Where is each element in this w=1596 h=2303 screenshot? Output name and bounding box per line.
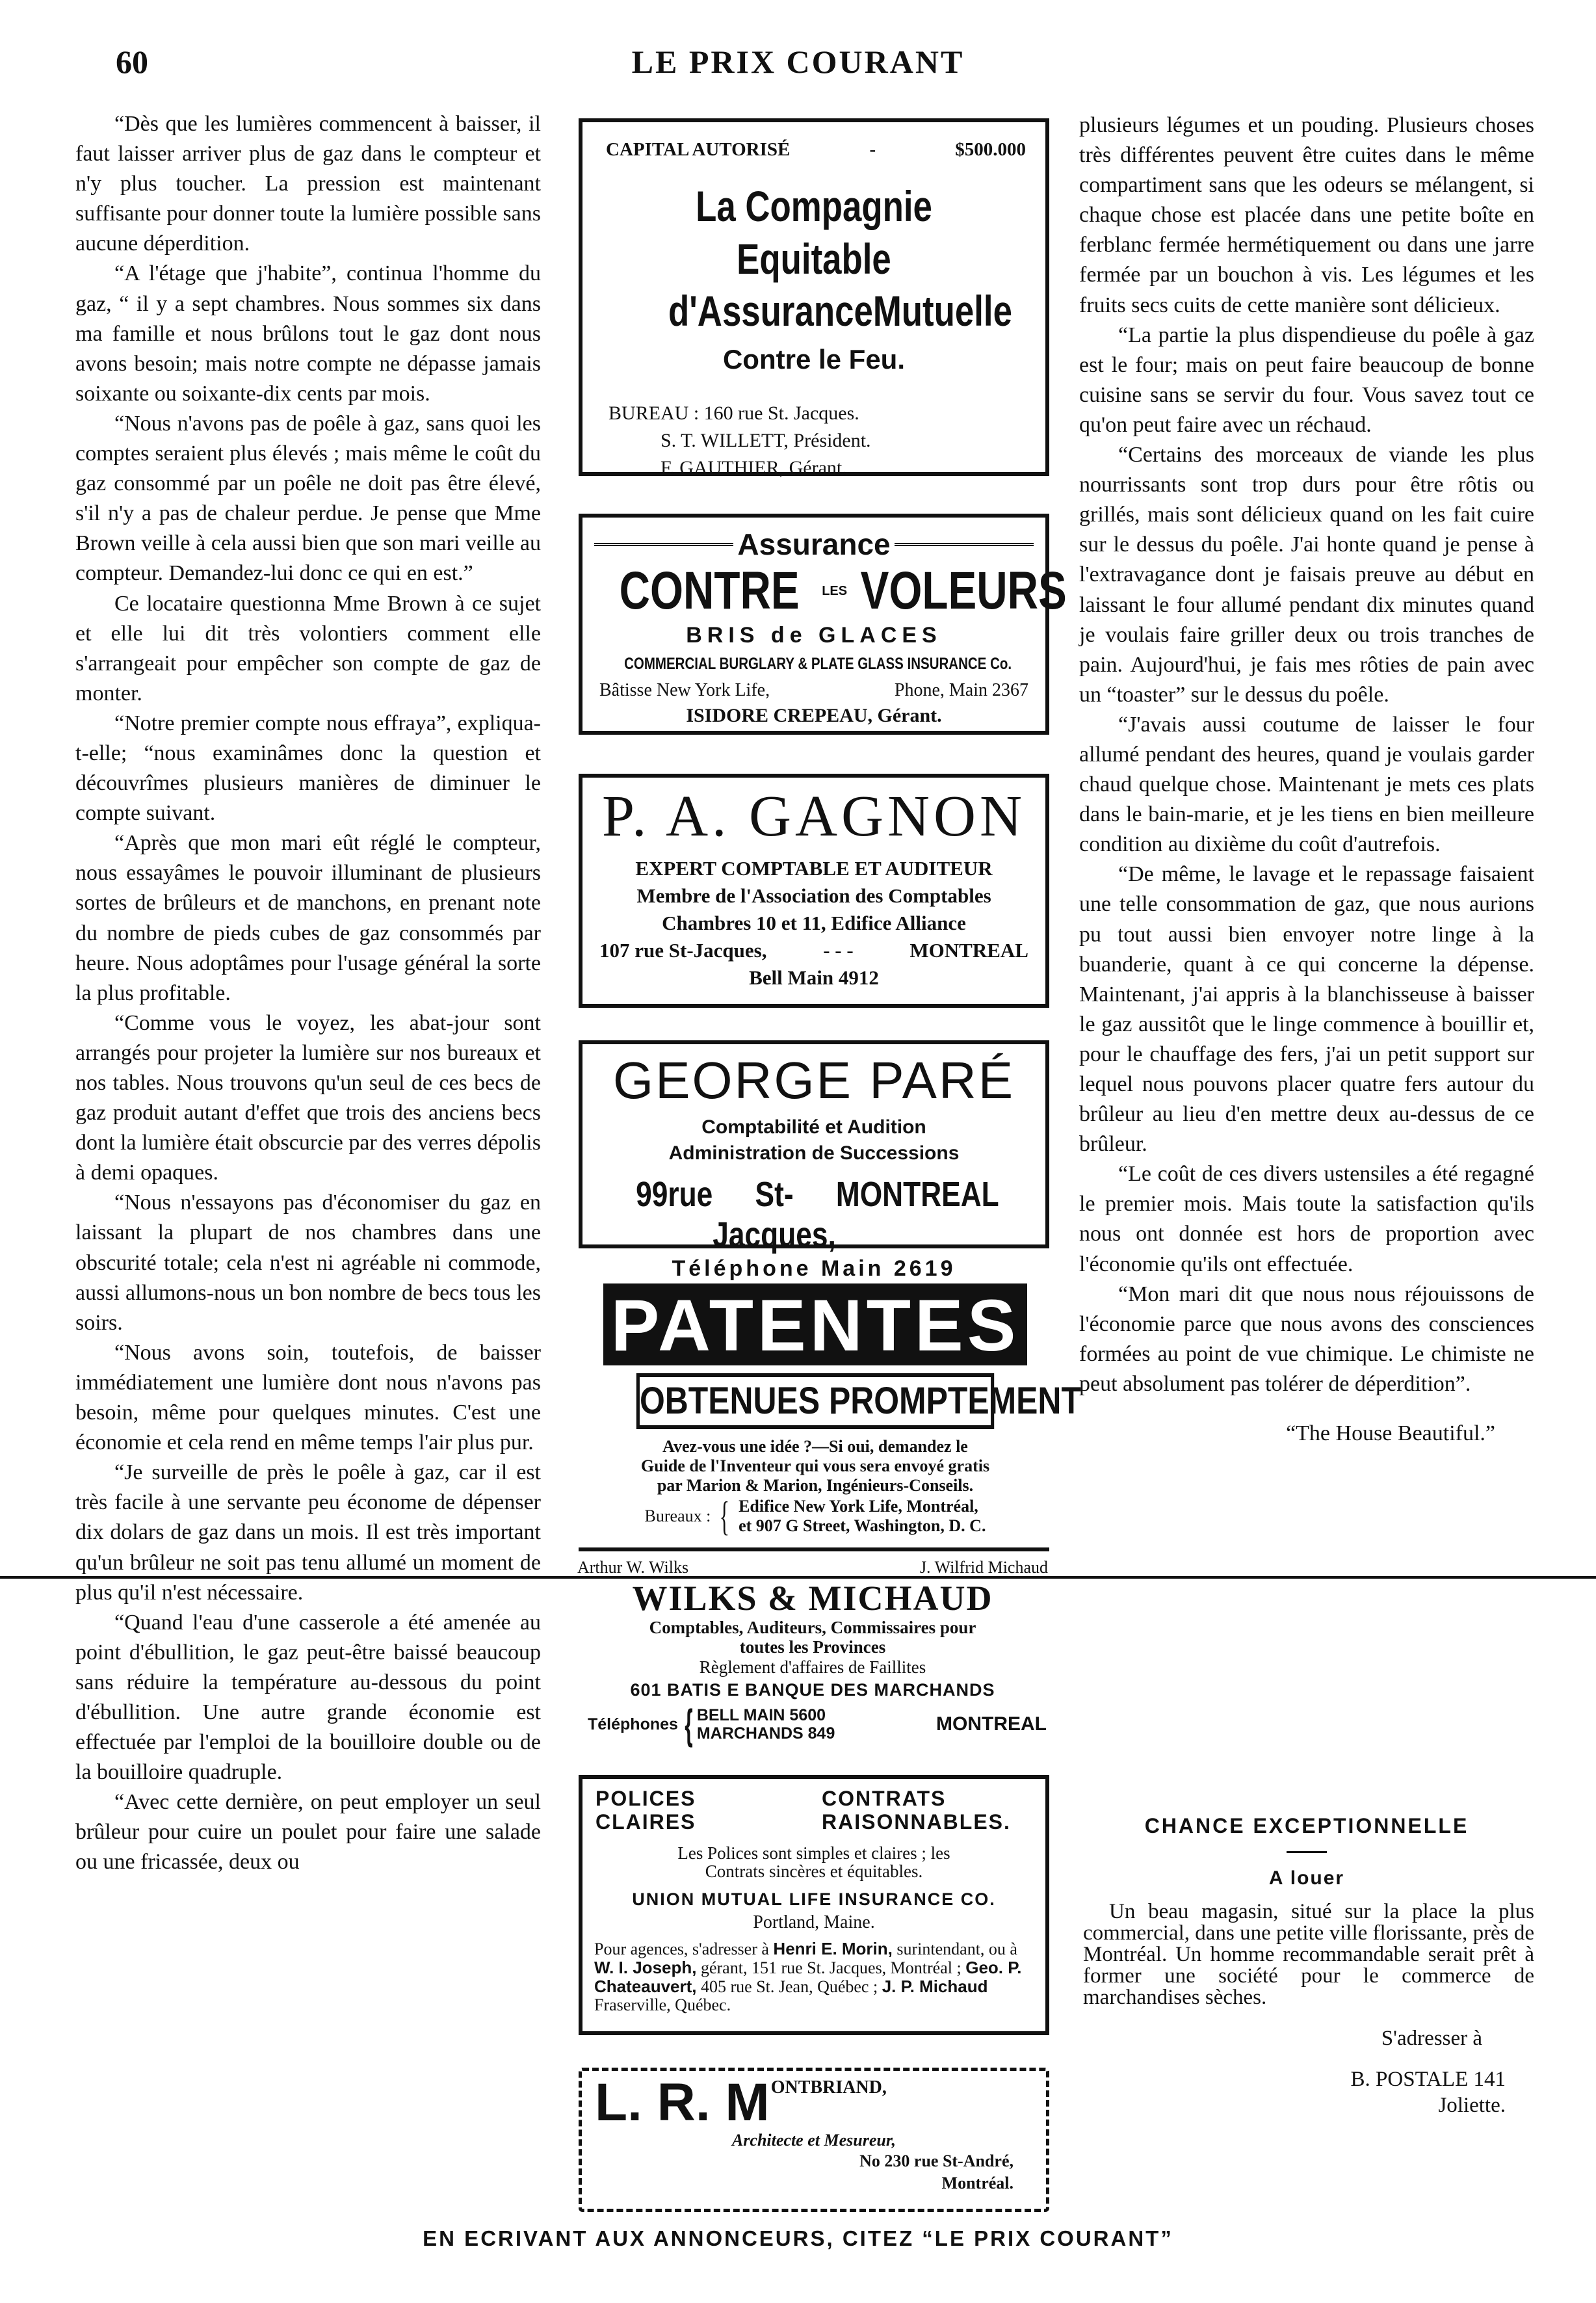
gagnon-line: Chambres 10 et 11, Edifice Alliance bbox=[662, 912, 966, 934]
ad-wilks-michaud bbox=[572, 1558, 1053, 1753]
polices-word: RAISONNABLES. bbox=[822, 1810, 1011, 1834]
company-name-line2 bbox=[668, 285, 1012, 337]
ad-george-pare bbox=[579, 1040, 1049, 1281]
paragraph: “Le coût de ces divers ustensiles a été regagné le premier mois. Mais toute la satisfaction qu'ils nous ont donnée est hors de proportion avec l'économie qu'ils ont effectuée. bbox=[1079, 1162, 1534, 1276]
pare-line: Administration de Successions bbox=[668, 1142, 960, 1164]
column-rule bbox=[579, 1547, 1049, 1551]
decorative-rule bbox=[1287, 1851, 1327, 1853]
telephone-number: BELL MAIN 5600 bbox=[696, 1706, 826, 1724]
patentes-subtitle: OBTENUES PROMPTEMENT bbox=[636, 1373, 994, 1429]
paragraph: “Nous n'avons pas de poêle à gaz, sans quoi les comptes seraient plus élevés ; mais même le coût du gaz consommé par un poêle ne doit pas être élevé, s'il n'y a pas de chaleur perdue. Je pense que Mme Brown veille à cela aussi bien que son mari veille au compteur. Demandez-lui donc ce qui en est.” bbox=[75, 411, 541, 586]
pare-services bbox=[582, 1114, 1045, 1166]
patentes-bureaux bbox=[599, 1493, 1031, 1539]
polices-header bbox=[592, 1787, 1036, 1834]
polices-line: Les Polices sont simples et claires ; les bbox=[677, 1843, 950, 1863]
agent-name: W. I. Joseph, bbox=[594, 1958, 697, 1977]
patentes-line: Avez-vous une idée ?—Si oui, demandez le bbox=[662, 1437, 968, 1456]
partner: Arthur W. Wilks bbox=[577, 1558, 689, 1577]
insurer-name: UNION MUTUAL LIFE INSURANCE CO. bbox=[632, 1889, 996, 1909]
pare-line: Comptabilité et Audition bbox=[701, 1116, 926, 1138]
bureau-address: et 907 G Street, Washington, D. C. bbox=[739, 1516, 986, 1535]
classified-chance-exceptionnelle bbox=[1079, 1814, 1534, 2118]
pare-phone: Téléphone Main 2619 bbox=[672, 1256, 956, 1281]
gagnon-line: EXPERT COMPTABLE ET AUDITEUR bbox=[635, 857, 993, 880]
polices-word: CONTRATS bbox=[822, 1787, 947, 1810]
partner: J. Wilfrid Michaud bbox=[919, 1558, 1048, 1577]
wilks-address: 601 BATIS E BANQUE DES MARCHANDS bbox=[630, 1680, 995, 1700]
assurance-title: Assurance bbox=[737, 527, 891, 561]
patentes-text bbox=[599, 1437, 1031, 1495]
telephones-label: Téléphones bbox=[588, 1715, 678, 1733]
agents-text-part: surintendant, ou à bbox=[892, 1940, 1017, 1958]
agents-text-part: 405 rue St. Jean, Québec ; bbox=[696, 1977, 882, 1996]
telephone-number: MARCHANDS 849 bbox=[696, 1724, 835, 1743]
president: S. T. WILLETT, Président. bbox=[661, 429, 871, 451]
polices-left bbox=[595, 1787, 810, 1834]
pare-name: GEORGE PARÉ bbox=[612, 1051, 1015, 1109]
telephone-numbers bbox=[697, 1706, 835, 1743]
ad-union-mutual bbox=[579, 1775, 1049, 2035]
gagnon-details bbox=[582, 855, 1045, 992]
polices-word: POLICES bbox=[595, 1787, 696, 1810]
paragraph: “Certains des morceaux de viande les plus nourrissants sont trop durs pour être rôtis ou grillés, mais sont délicieux quand on les fait cuire sur le dessus du poêle. J'ai honte quand je pense à l'extravagance dont je faisais preuve au début en laissant le four allumé pendant dix minutes quand je voulais faire griller deux ou trois tranches de pain. Aujourd'hui, je fais mes rôties de pain avec un “toaster” sur le dessus du poêle. bbox=[1079, 443, 1534, 707]
classified-body-text: Un beau magasin, situé sur la place la plus commercial, dans une petite ville florissante, près de Montréal. Un homme recommandable serait prêt à former une société pour le commerce de marchandises sèches. bbox=[1083, 1900, 1534, 2009]
contre-voleurs-row bbox=[582, 561, 1067, 620]
brace-icon: { bbox=[685, 1701, 693, 1748]
ad-gagnon bbox=[579, 774, 1049, 1008]
paragraph: “Mon mari dit que nous nous réjouissons de l'économie parce que nous avons des consciences formées au point de vue chimique. Le chimiste ne peut absolument pas tolérer de déperdition”. bbox=[1079, 1282, 1534, 1396]
classified-subtitle: A louer bbox=[1268, 1867, 1345, 1889]
company-tagline: Contre le Feu. bbox=[722, 343, 906, 375]
les-word: LES bbox=[822, 584, 848, 598]
gerant: F. GAUTHIER, Gérant. bbox=[661, 456, 847, 479]
insurer-contact bbox=[582, 680, 1045, 701]
ad-assurance-voleurs bbox=[579, 514, 1067, 735]
wilks-city: MONTREAL bbox=[936, 1713, 1047, 1735]
polices-right bbox=[822, 1787, 1036, 1834]
article-source: “The House Beautiful.” bbox=[1286, 1421, 1495, 1446]
assurance-title-row bbox=[582, 527, 1045, 562]
running-title: LE PRIX COURANT bbox=[631, 44, 965, 80]
voleurs-word: VOLEURS bbox=[860, 561, 1067, 620]
paragraph: “A l'étage que j'habite”, continua l'homme du gaz, “ il y a sept chambres. Nous sommes six dans ma famille et nous brûlons tout le gaz dont nous avons besoin; mais notre compte ne dépasse jamais soixante ou soixante-dix cents par mois. bbox=[75, 261, 541, 406]
patentes-title: PATENTES bbox=[603, 1283, 1027, 1365]
montbriand-initials: L. R. M bbox=[595, 2073, 770, 2132]
insurer-name: COMMERCIAL BURGLARY & PLATE GLASS INSURANCE Co. bbox=[624, 655, 1012, 673]
polices-text bbox=[592, 1844, 1036, 1880]
classified-body bbox=[1079, 1901, 1534, 2008]
company-name-part: d'Assurance bbox=[668, 287, 873, 336]
capital-amount: $500.000 bbox=[955, 139, 1026, 160]
address-part: rue bbox=[668, 1175, 713, 1214]
agents-text-part: gérant, 151 rue St. Jacques, Montréal ; bbox=[696, 1958, 966, 1977]
montbriand-city: Montréal. bbox=[941, 2174, 1014, 2192]
right-column-article bbox=[1079, 111, 1534, 1449]
paragraph: “Comme vous le voyez, les abat-jour sont arrangés pour projeter la lumière sur nos bureaux et nos tables. Nous trouvons qu'un seul de ces becs de gaz produit autant d'effet que trois des anciens becs dont la lumière était obscurcie par des verres dépolis à demi opaques. bbox=[75, 1010, 541, 1185]
wilks-name: WILKS & MICHAUD bbox=[632, 1579, 993, 1618]
patentes-line: Guide de l'Inventeur qui vous sera envoyé gratis bbox=[640, 1456, 990, 1475]
ad-compagnie-equitable bbox=[579, 118, 1049, 479]
batisse: Bâtisse New York Life, bbox=[599, 680, 770, 700]
agent-name: Geo. P. Chateauvert, bbox=[594, 1958, 1022, 1996]
patentes-line: par Marion & Marion, Ingénieurs-Conseils. bbox=[657, 1476, 974, 1495]
bris-glaces: BRIS de GLACES bbox=[686, 623, 942, 648]
brace-icon: { bbox=[720, 1493, 730, 1539]
gagnon-address bbox=[582, 937, 1045, 964]
paragraph: “La partie la plus dispendieuse du poêle à gaz est le four; mais on peut faire beaucoup de bonne cuisine sans se servir du four. Vous savez tout ce qu'on peut faire avec un réchaud. bbox=[1079, 322, 1534, 437]
phone: Phone, Main 2367 bbox=[894, 680, 1028, 700]
paragraph: Ce locataire questionna Mme Brown à ce sujet et elle lui dit très volontiers comment elle s'arrangeait pour empêcher son compte de gaz de monter. bbox=[75, 591, 541, 705]
decorative-rule bbox=[895, 543, 1034, 546]
paragraph: “Dès que les lumières commencent à baisser, il faut laisser arriver plus de gaz dans le compteur et n'y plus toucher. La pression est maintenant suffisante pour donner toute la lumière possible sans aucune déperdition. bbox=[75, 112, 541, 256]
company-address bbox=[582, 400, 1045, 482]
paragraph: “Après que mon mari eût réglé le compteur, nous essayâmes le pouvoir illuminant de plusieurs sortes de brûleurs et de manchons, en prenant note du nombre de pieds cubes de gaz consommés par heure. Nous adoptâmes pour l'usage général la sorte la plus profitable. bbox=[75, 831, 541, 1005]
gagnon-dashes: - - - bbox=[823, 939, 854, 962]
partners bbox=[572, 1558, 1053, 1577]
paragraph: “J'avais aussi coutume de laisser le four allumé pendant des heures, quand je voulais garder chaud quelque chose. Maintenant je mets ces plats dans le bain-marie, et je les tiens en bien meilleure condition au dixième du coût d'autrefois. bbox=[1079, 712, 1534, 857]
left-column-article bbox=[75, 109, 541, 1878]
wilks-line: Comptables, Auditeurs, Commissaires pour bbox=[649, 1618, 976, 1637]
company-name-line1: La Compagnie Equitable bbox=[696, 182, 932, 283]
company-name-part: Mutuelle bbox=[872, 287, 1012, 336]
wilks-line: Règlement d'affaires de Faillites bbox=[699, 1657, 926, 1677]
agents-text-part: Pour agences, s'adresser à bbox=[594, 1940, 774, 1958]
montbriand-title: Architecte et Mesureur, bbox=[731, 2131, 896, 2150]
footer-note: EN ECRIVANT AUX ANNONCEURS, CITEZ “LE PRIX COURANT” bbox=[423, 2226, 1173, 2250]
paragraph: plusieurs légumes et un pouding. Plusieurs choses très différentes peuvent être cuites dans le même compartiment sans que les odeurs se mélangent, si chaque chose est placée dans une petite boîte en ferblanc fermée hermétiquement ou dans une jarre fermée par un bouchon à vis. Les légumes et les fruits secs cuits de cette manière sont délicieux. bbox=[1079, 113, 1534, 317]
paragraph: “Nous avons soin, toutefois, de baisser immédiatement une lumière dont nous n'avons pas besoin, même pour quelques minutes. C'est une économie et cela rend en même temps l'air plus pur. bbox=[75, 1340, 541, 1455]
capital-label: CAPITAL AUTORISÉ bbox=[606, 139, 791, 160]
paragraph: “Je surveille de près le poêle à gaz, car il est très facile à une servante peu économe de dépenser dix dolars de gaz dans un mois. Il est très important qu'un brûleur ne soit pas tenu allumé un moment de plus qu'il n'est nécessaire. bbox=[75, 1460, 541, 1605]
wilks-telephones bbox=[572, 1701, 1053, 1748]
classified-address bbox=[1079, 2066, 1534, 2118]
contre-word: CONTRE bbox=[619, 561, 800, 620]
pare-address bbox=[624, 1174, 1004, 1255]
gerant: ISIDORE CREPEAU, Gérant. bbox=[686, 705, 942, 726]
gagnon-city: MONTREAL bbox=[909, 939, 1028, 962]
bureaux-label: Bureaux : bbox=[644, 1507, 711, 1525]
classified-contact: S'adresser à bbox=[1381, 2027, 1482, 2050]
paragraph: “Avec cette dernière, on peut employer un seul brûleur pour cuire un poulet pour faire une salade ou une fricassée, deux ou bbox=[75, 1790, 541, 1875]
gagnon-street: 107 rue St-Jacques, bbox=[599, 939, 767, 962]
gagnon-line: Membre de l'Association des Comptables bbox=[636, 884, 991, 907]
bureau-address: Edifice New York Life, Montréal, bbox=[739, 1497, 978, 1516]
agent-name: J. P. Michaud bbox=[882, 1977, 988, 1996]
montbriand-name bbox=[595, 2073, 1033, 2132]
bureau: BUREAU : 160 rue St. Jacques. bbox=[608, 402, 859, 424]
address-line: Joliette. bbox=[1438, 2094, 1506, 2117]
ad-montbriand bbox=[579, 2068, 1049, 2212]
gagnon-name: P. A. GAGNON bbox=[601, 784, 1027, 849]
address-part: MONTREAL bbox=[835, 1175, 999, 1214]
classified-title: CHANCE EXCEPTIONNELLE bbox=[1144, 1814, 1469, 1837]
paragraph: “Quand l'eau d'une casserole a été amenée au point d'ébullition, le gaz peut-être baissé beaucoup sans réduire la température au-dessous du point d'ébullition. Une autre grande économie est effectuée par l'emploi de la bouilloire double ou de la bouilloire quadruple. bbox=[75, 1610, 541, 1785]
polices-word: CLAIRES bbox=[595, 1810, 696, 1834]
address-part: St-Jacques, bbox=[713, 1175, 836, 1254]
address-line: B. POSTALE 141 bbox=[1350, 2068, 1506, 2091]
insurer-city: Portland, Maine. bbox=[753, 1912, 875, 1932]
paragraph: “De même, le lavage et le repassage faisaient une telle consommation de gaz, que nous aurions pu tout aussi bien envoyer notre linge à la buanderie, quant à ce qui concerne la dépense. Maintenant, j'ai appris à la blanchisseuse à baisser le gaz aussitôt que le linge commence à bouillir et, pour le chauffage des fers, j'ai un petit support sur lequel nous pouvons placer quatre fers autour du brûleur au lieu d'en mettre deux au-dessus de ce brûleur. bbox=[1079, 862, 1534, 1157]
wilks-line: toutes les Provinces bbox=[739, 1637, 886, 1657]
address-part: 99 bbox=[636, 1175, 668, 1214]
bureaux-addresses bbox=[739, 1497, 986, 1536]
capital-dash: - bbox=[869, 139, 876, 160]
paragraph: “Notre premier compte nous effraya”, expliqua-t-elle; “nous examinâmes donc la question et découvrîmes plusieurs manières de diminuer le compte suivant. bbox=[75, 711, 541, 826]
montbriand-address: No 230 rue St-André, bbox=[859, 2152, 1014, 2170]
gagnon-phone: Bell Main 4912 bbox=[749, 966, 879, 989]
agent-name: Henri E. Morin, bbox=[773, 1939, 893, 1958]
capital-line bbox=[582, 139, 1045, 161]
agents-text bbox=[592, 1940, 1036, 2014]
paragraph: “Nous n'essayons pas d'économiser du gaz en laissant la plupart de nos chambres dans une obscurité totale; cela n'est ni agréable ni commode, aussi allumons-nous un bon nombre de becs tous les soirs. bbox=[75, 1191, 541, 1335]
ad-patentes bbox=[599, 1283, 1081, 1544]
agents-text-part: Fraserville, Québec. bbox=[594, 1995, 731, 2014]
page-number: 60 bbox=[116, 44, 148, 80]
polices-line: Contrats sincères et équitables. bbox=[705, 1862, 923, 1881]
decorative-rule bbox=[594, 543, 733, 546]
montbriand-surname: ONTBRIAND, bbox=[770, 2077, 887, 2098]
